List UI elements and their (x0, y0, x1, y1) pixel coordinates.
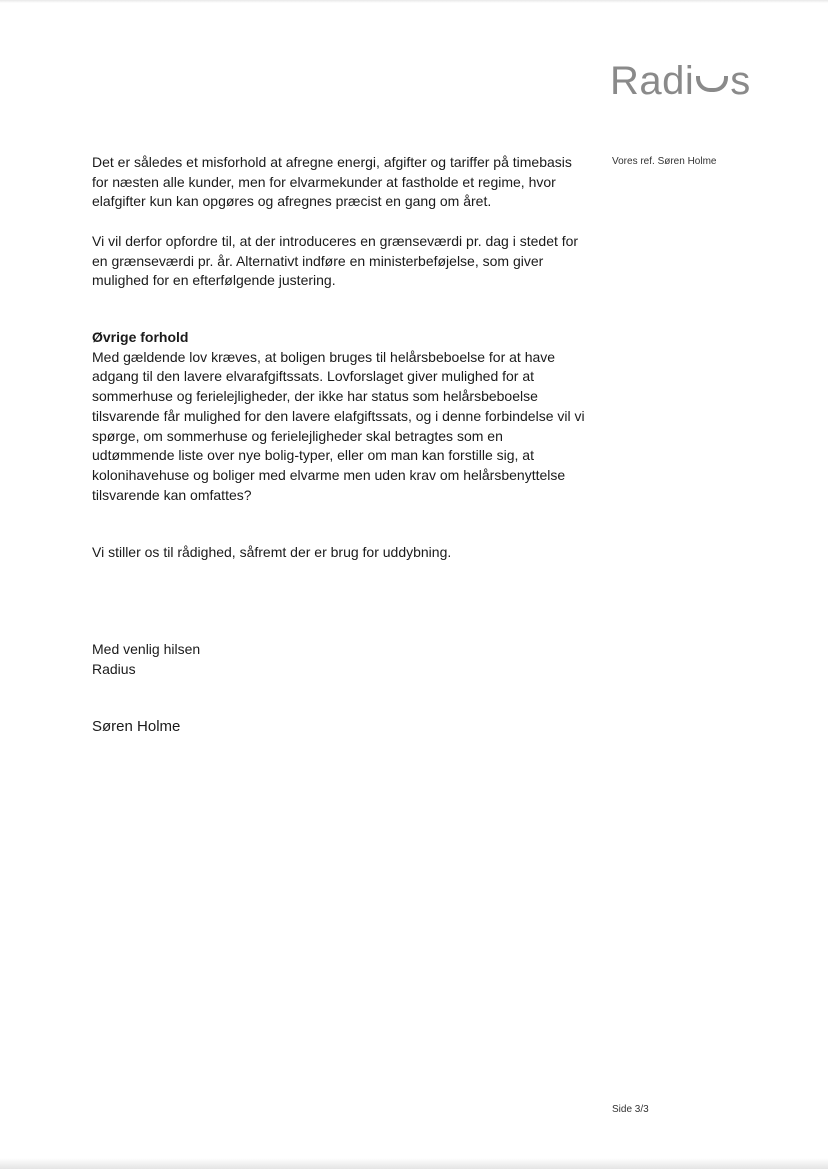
signatory-name: Søren Holme (92, 718, 181, 735)
section-line: spørge, om sommerhuse og ferielejligheder skal betragtes som en (92, 427, 503, 444)
paragraph-1-line: Det er således et misforhold at afregne energi, afgifter og tariffer på timebasis (92, 154, 572, 170)
section-line: kolonihavehuse og boliger med elvarme men uden krav om helårsbenyttelse (92, 466, 566, 483)
paragraph-2-line: mulighed for en efterfølgende justering. (92, 272, 336, 289)
scan-edge-bottom (0, 1158, 828, 1169)
greeting: Med venlig hilsen (92, 641, 201, 657)
paragraph-2-line: Vi vil derfor opfordre til, at der introduceres en grænseværdi pr. dag i stedet for (92, 233, 579, 249)
logo-text-right: s (730, 59, 751, 103)
paragraph-2-line: en grænseværdi pr. år. Alternativt indføre en ministerbeføjelse, som giver (92, 252, 544, 269)
radius-logo (610, 58, 751, 104)
section-ovrige-forhold (92, 328, 592, 505)
section-line: adgang til den lavere elvarafgiftssats. Lovforslaget giver mulighed for at (92, 368, 535, 385)
paragraph-2 (92, 232, 592, 291)
logo-text-left: Radi (610, 59, 695, 103)
scan-edge-top (0, 0, 828, 3)
paragraph-1-line: for næsten alle kunder, men for elvarmekunder at fastholde et regime, hvor (92, 173, 556, 190)
closing-statement (92, 543, 592, 563)
logo-u-icon (696, 76, 728, 92)
section-heading: Øvrige forhold (92, 329, 189, 345)
company-name: Radius (92, 660, 136, 677)
section-line: udtømmende liste over nye bolig-typer, eller om man kan forstille sig, at (92, 447, 534, 464)
section-line: tilsvarende får mulighed for den lavere elafgiftssats, og i denne forbindelse vil vi (92, 407, 585, 424)
page-number: Side 3/3 (612, 1104, 649, 1115)
paragraph-1 (92, 153, 592, 212)
sign-off (92, 640, 592, 679)
section-line: tilsvarende kan omfattes? (92, 486, 252, 503)
closing-line: Vi stiller os til rådighed, såfremt der er brug for uddybning. (92, 544, 452, 560)
reference-label: Vores ref. Søren Holme (612, 156, 717, 167)
paragraph-1-line: elafgifter kun kan opgøres og afregnes præcist en gang om året. (92, 193, 492, 210)
section-line: sommerhuse og ferielejligheder, der ikke har status som helårsbeboelse (92, 388, 538, 405)
section-line: Med gældende lov kræves, at boligen bruges til helårsbeboelse for at have (92, 348, 556, 365)
